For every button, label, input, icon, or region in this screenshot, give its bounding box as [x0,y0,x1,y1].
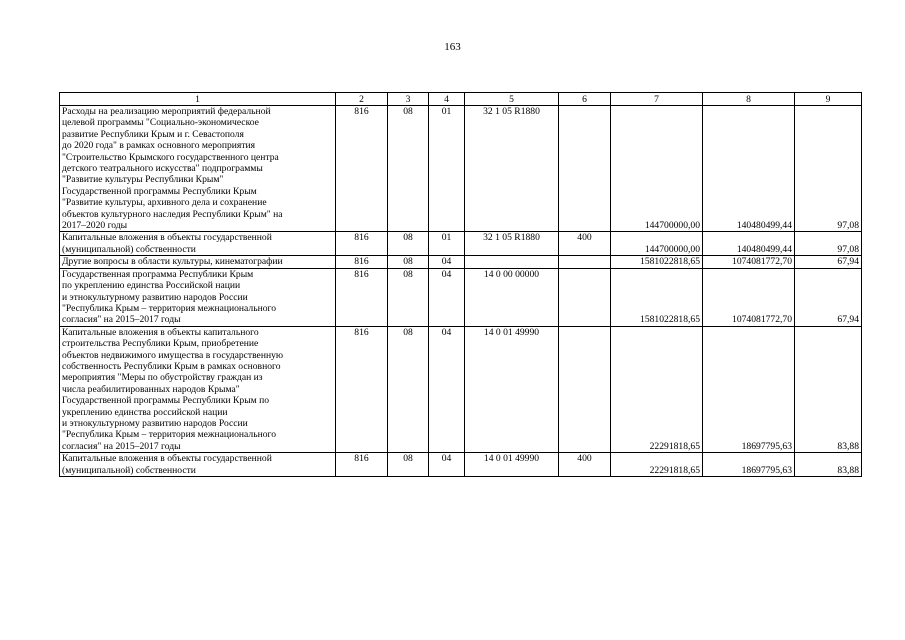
target-item-code [465,256,559,268]
column-header: 5 [465,93,559,106]
table-row [60,453,862,477]
table-row [60,106,862,232]
row-name-line: мероприятия "Меры по обустройству граждан из [62,372,263,384]
planned-amount: 1581022818,65 [611,256,703,268]
table-row [60,326,862,452]
row-name-line: до 2020 года" в рамках основного мероприятия [62,140,256,152]
planned-amount: 144700000,00 [611,106,703,232]
execution-percent: 67,94 [795,256,862,268]
execution-percent: 83,88 [795,453,862,477]
subsection-code: 04 [429,256,465,268]
row-name-line: целевой программы "Социально-экономическое [62,117,259,129]
row-name-line: детского театрального искусства" подпрограммы [62,163,263,175]
execution-percent: 83,88 [795,326,862,452]
subsection-code: 04 [429,453,465,477]
expense-type-code: 400 [559,453,611,477]
row-name-line: строительства Республики Крым, приобретение [62,338,259,350]
table-row [60,232,862,256]
row-name-line: Государственная программа Республики Крым [62,268,254,280]
row-name-line: по укреплению единства Российской нации [62,280,241,292]
admin-code: 816 [336,232,388,256]
executed-amount: 18697795,63 [703,326,795,452]
target-item-code: 14 0 00 00000 [465,268,559,326]
row-name [60,106,336,232]
row-name-line: (муниципальной) собственности [62,243,196,255]
section-code: 08 [388,106,429,232]
executed-amount: 1074081772,70 [703,256,795,268]
row-name-line: Государственной программы Республики Крым по [62,395,270,407]
row-name-line: согласия" на 2015–2017 годы [62,440,181,452]
target-item-code: 14 0 01 49990 [465,326,559,452]
target-item-code: 32 1 05 R1880 [465,106,559,232]
subsection-code: 01 [429,106,465,232]
page-number: 163 [444,41,461,53]
column-header: 9 [795,93,862,106]
admin-code: 816 [336,106,388,232]
expense-type-code [559,256,611,268]
admin-code: 816 [336,268,388,326]
row-name [60,232,336,256]
row-name-line: Капитальные вложения в объекты государственной [62,232,272,244]
target-item-code: 14 0 01 49990 [465,453,559,477]
row-name-line: "Развитие культуры Республики Крым" [62,174,224,186]
expense-type-code [559,106,611,232]
row-name-line: Другие вопросы в области культуры, кинематографии [62,256,283,268]
subsection-code: 04 [429,326,465,452]
executed-amount: 18697795,63 [703,453,795,477]
row-name-line: Капитальные вложения в объекты капитального [62,326,259,338]
row-name-line: Государственной программы Республики Крым [62,185,257,197]
section-code: 08 [388,232,429,256]
row-name-line: Капитальные вложения в объекты государственной [62,453,272,465]
subsection-code: 01 [429,232,465,256]
planned-amount: 1581022818,65 [611,268,703,326]
table-row [60,268,862,326]
admin-code: 816 [336,256,388,268]
row-name [60,256,336,268]
admin-code: 816 [336,326,388,452]
planned-amount: 22291818,65 [611,326,703,452]
executed-amount: 1074081772,70 [703,268,795,326]
column-header: 7 [611,93,703,106]
row-name-line: Расходы на реализацию мероприятий федеральной [62,106,271,117]
column-header: 1 [60,93,336,106]
row-name-line: и этнокультурному развитию народов России [62,417,248,429]
row-name [60,326,336,452]
row-name-line: "Строительство Крымского государственного центра [62,151,279,163]
executed-amount: 140480499,44 [703,232,795,256]
expense-type-code [559,268,611,326]
column-header: 8 [703,93,795,106]
header-row [60,93,862,106]
row-name-line: "Республика Крым – территория межнационального [62,429,276,441]
target-item-code: 32 1 05 R1880 [465,232,559,256]
table-row [60,256,862,268]
execution-percent: 67,94 [795,268,862,326]
row-name [60,268,336,326]
budget-table [59,92,862,477]
planned-amount: 22291818,65 [611,453,703,477]
planned-amount: 144700000,00 [611,232,703,256]
subsection-code: 04 [429,268,465,326]
row-name-line: "Развитие культуры, архивного дела и сохранение [62,197,267,209]
row-name-line: укреплению единства российской нации [62,406,228,418]
section-code: 08 [388,326,429,452]
executed-amount: 140480499,44 [703,106,795,232]
row-name-line: (муниципальной) собственности [62,464,196,476]
expense-type-code: 400 [559,232,611,256]
row-name-line: собственность Республики Крым в рамках основного [62,360,281,372]
column-header: 4 [429,93,465,106]
row-name-line: объектов культурного наследия Республики Крым" на [62,208,283,220]
row-name-line: 2017–2020 годы [62,220,128,232]
execution-percent: 97,08 [795,232,862,256]
row-name [60,453,336,477]
execution-percent: 97,08 [795,106,862,232]
column-header: 2 [336,93,388,106]
section-code: 08 [388,268,429,326]
row-name-line: и этнокультурному развитию народов России [62,291,248,303]
section-code: 08 [388,453,429,477]
admin-code: 816 [336,453,388,477]
expense-type-code [559,326,611,452]
row-name-line: объектов недвижимого имущества в государственную [62,349,284,361]
row-name-line: развитие Республики Крым и г. Севастополя [62,128,244,140]
row-name-line: согласия" на 2015–2017 годы [62,314,181,326]
row-name-line: числа реабилитированных народов Крыма" [62,383,240,395]
column-header: 3 [388,93,429,106]
column-header: 6 [559,93,611,106]
section-code: 08 [388,256,429,268]
row-name-line: "Республика Крым – территория межнационального [62,302,276,314]
